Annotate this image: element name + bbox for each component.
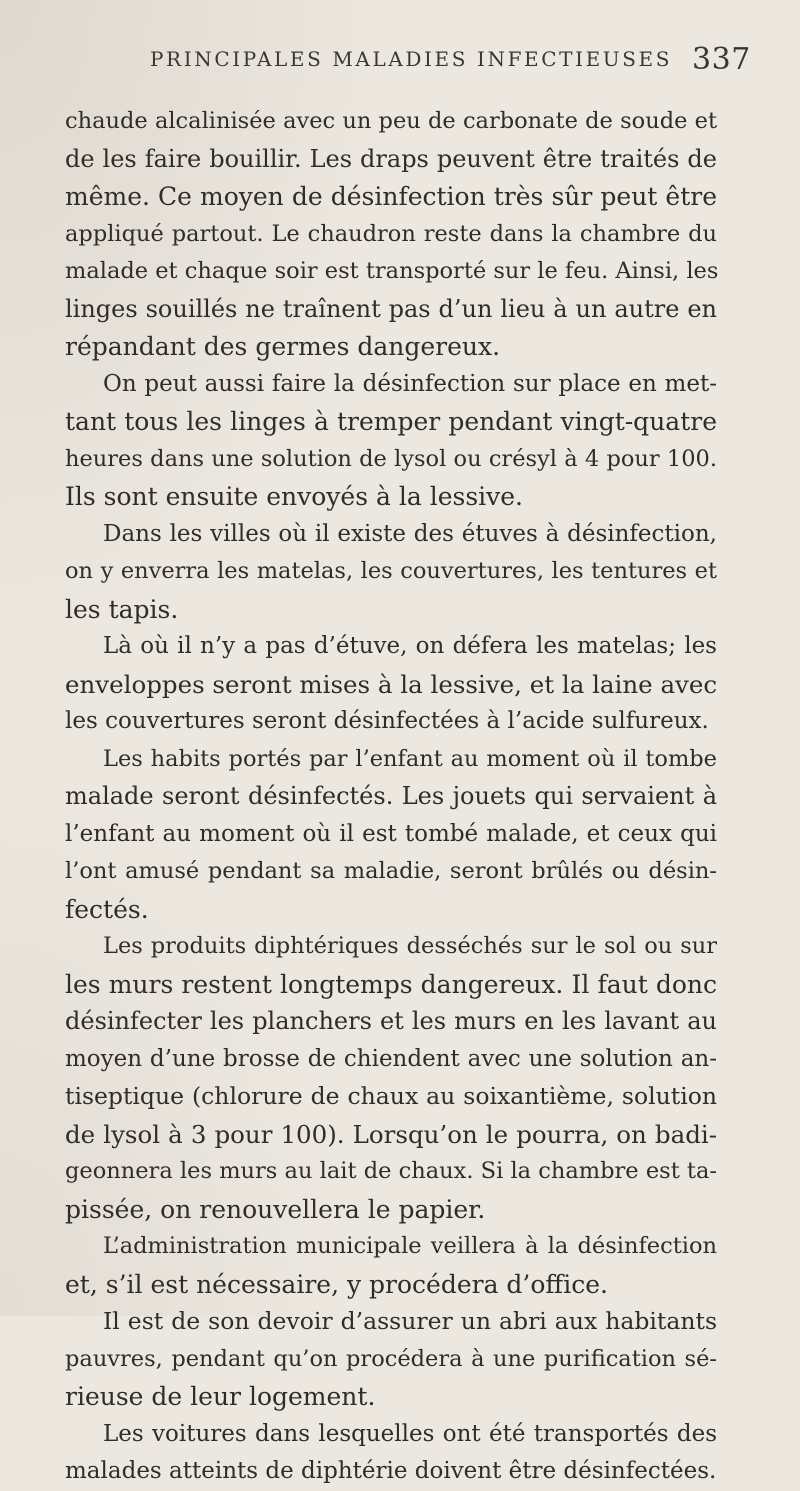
running-title: PRINCIPALES MALADIES INFECTIEUSES — [150, 47, 673, 71]
text-line: fectés. — [65, 894, 149, 924]
text-line: les murs restent longtemps dangereux. Il faut donc — [65, 969, 717, 999]
text-line: enveloppes seront mises à la lessive, et la laine avec — [65, 669, 718, 699]
text-line: appliqué partout. Le chaudron reste dans la chambre du — [65, 220, 717, 247]
text-line: On peut aussi faire la désinfection sur place en met- — [103, 370, 717, 397]
text-line: tant tous les linges à tremper pendant vingt-quatre — [65, 407, 717, 436]
text-line: de lysol à 3 pour 100). Lorsqu’on le pourra, on badi- — [65, 1119, 717, 1149]
text-line: de les faire bouillir. Les draps peuvent être traités de — [65, 144, 717, 173]
text-line: l’enfant au moment où il est tombé malade, et ceux qui — [65, 820, 717, 847]
text-line: geonnera les murs au lait de chaux. Si la chambre est ta- — [65, 1158, 717, 1184]
text-line: pauvres, pendant qu’on procédera à une purification sé- — [65, 1345, 717, 1372]
text-line: et, s’il est nécessaire, y procédera d’office. — [65, 1269, 608, 1299]
text-line: les couvertures seront désinfectées à l’acide sulfureux. — [65, 708, 709, 734]
page-number: 337 — [692, 41, 751, 77]
text-line: Dans les villes où il existe des étuves à désinfection, — [103, 520, 717, 547]
text-line: malade et chaque soir est transporté sur le feu. Ainsi, les — [65, 258, 719, 284]
body-text — [65, 103, 717, 1491]
text-line: malade seront désinfectés. Les jouets qui servaient à — [65, 782, 717, 810]
text-line: Les habits portés par l’enfant au moment où il tombe — [103, 745, 717, 772]
text-line: rieuse de leur logement. — [65, 1382, 376, 1411]
text-line: l’ont amusé pendant sa maladie, seront brûlés ou désin- — [65, 858, 717, 884]
text-line: Ils sont ensuite envoyés à la lessive. — [65, 482, 524, 511]
text-line: chaude alcalinisée avec un peu de carbonate de soude et — [65, 108, 717, 134]
text-line: répandant des germes dangereux. — [65, 332, 501, 361]
text-line: désinfecter les planchers et les murs en les lavant au — [65, 1007, 717, 1035]
text-line: tiseptique (chlorure de chaux au soixantième, solution — [65, 1082, 717, 1110]
text-line: Les produits diphtériques desséchés sur le sol ou sur — [103, 933, 717, 959]
text-line: même. Ce moyen de désinfection très sûr peut être — [65, 182, 717, 211]
text-line: moyen d’une brosse de chiendent avec une solution an- — [65, 1045, 717, 1072]
text-line: les tapis. — [65, 594, 179, 624]
text-line: pissée, on renouvellera le papier. — [65, 1194, 486, 1224]
text-line: malades atteints de diphtérie doivent être désinfectées. — [65, 1458, 717, 1484]
text-line: on y enverra les matelas, les couvertures, les tentures et — [65, 558, 717, 584]
text-line: L’administration municipale veillera à la désinfection — [103, 1233, 717, 1259]
text-line: Là où il n’y a pas d’étuve, on défera les matelas; les — [103, 633, 717, 659]
text-line: linges souillés ne traînent pas d’un lieu à un autre en — [65, 294, 717, 323]
running-header — [150, 41, 751, 77]
text-line: Les voitures dans lesquelles ont été transportés des — [103, 1420, 717, 1447]
text-line: heures dans une solution de lysol ou crésyl à 4 pour 100. — [65, 445, 717, 472]
text-line: Il est de son devoir d’assurer un abri aux habitants — [103, 1307, 717, 1335]
